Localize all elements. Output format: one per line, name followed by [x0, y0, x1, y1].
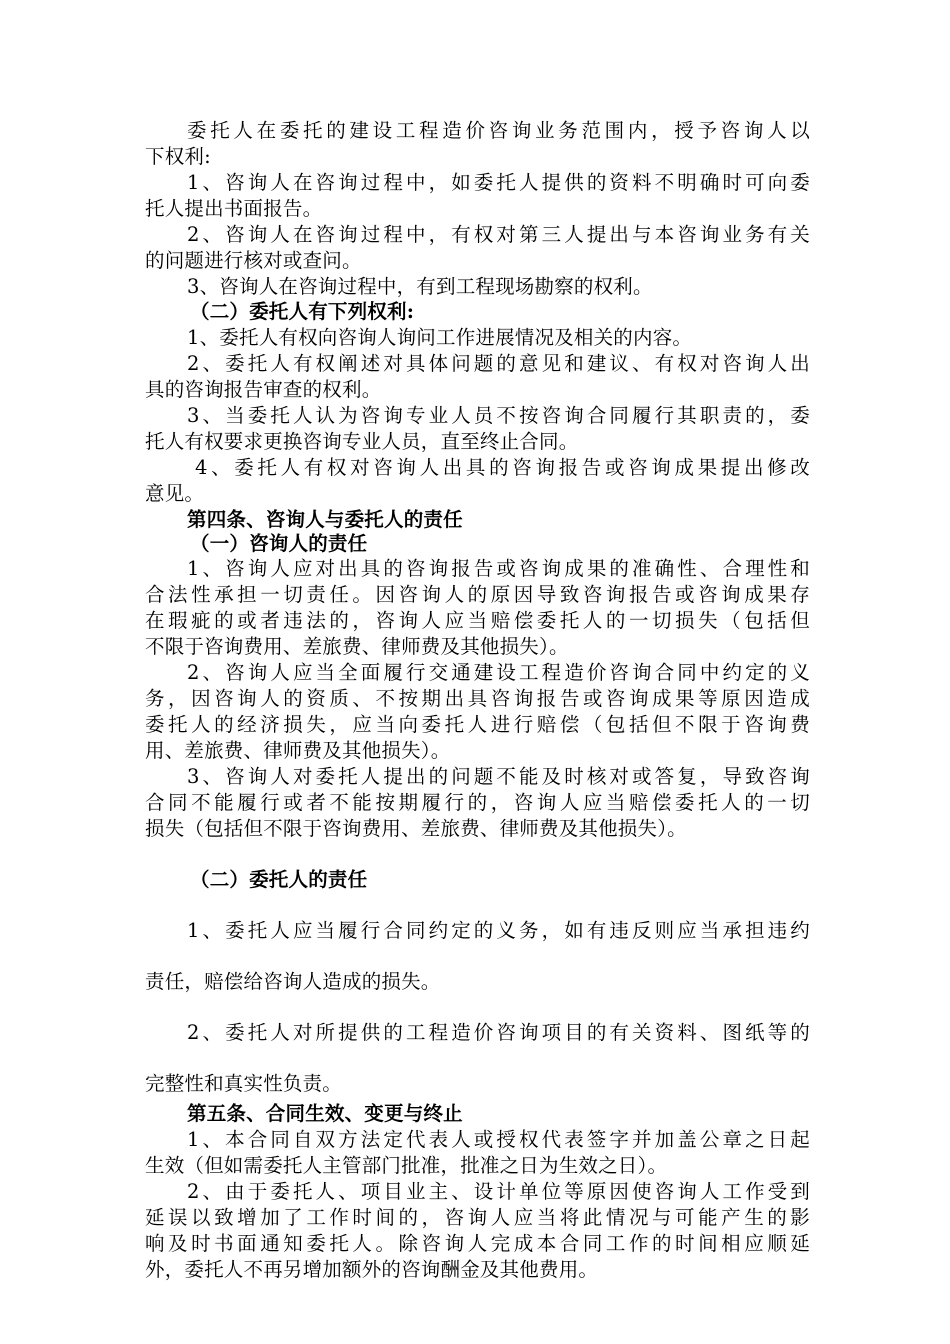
- paragraph-line: 2、委托人对所提供的工程造价咨询项目的有关资料、图纸等的: [187, 1021, 810, 1044]
- paragraph-line: 用、差旅费、律师费及其他损失）。: [145, 739, 451, 762]
- paragraph-line: 责任，赔偿给咨询人造成的损失。: [145, 970, 441, 993]
- paragraph-line: 的问题进行核对或查问。: [145, 249, 362, 272]
- paragraph-line: 务，因咨询人的资质、不按期出具咨询报告或咨询成果等原因造成: [145, 687, 810, 710]
- paragraph-line: 2、咨询人在咨询过程中，有权对第三人提出与本咨询业务有关: [187, 223, 810, 246]
- section-heading: （一）咨询人的责任: [190, 532, 368, 555]
- paragraph-line: 1、咨询人在咨询过程中，如委托人提供的资料不明确时可向委: [187, 171, 810, 194]
- paragraph-line: 托人提出书面报告。: [145, 197, 323, 220]
- paragraph-line: 响及时书面通知委托人。除咨询人完成本合同工作的时间相应顺延: [145, 1232, 810, 1255]
- paragraph-line: 1、咨询人应对出具的咨询报告或咨询成果的准确性、合理性和: [187, 557, 810, 580]
- paragraph-line: 托人有权要求更换咨询专业人员，直至终止合同。: [145, 430, 579, 453]
- article-heading: 第五条、合同生效、变更与终止: [187, 1102, 463, 1125]
- paragraph-line: 3、当委托人认为咨询专业人员不按咨询合同履行其职责的，委: [187, 404, 810, 427]
- paragraph-line: 4、委托人有权对咨询人出具的咨询报告或咨询成果提出修改: [195, 456, 810, 479]
- paragraph-line: 2、由于委托人、项目业主、设计单位等原因使咨询人工作受到: [187, 1180, 810, 1203]
- article-heading: 第四条、咨询人与委托人的责任: [187, 508, 463, 531]
- paragraph-line: 1、委托人有权向咨询人询问工作进展情况及相关的内容。: [187, 326, 693, 349]
- paragraph-line: 具的咨询报告审查的权利。: [145, 378, 382, 401]
- paragraph-line: 3、咨询人对委托人提出的问题不能及时核对或答复，导致咨询: [187, 765, 810, 788]
- paragraph-line: 不限于咨询费用、差旅费、律师费及其他损失）。: [145, 635, 569, 658]
- paragraph-line: 下权利:: [145, 145, 211, 168]
- paragraph-line: 生效（但如需委托人主管部门批准，批准之日为生效之日）。: [145, 1154, 668, 1177]
- paragraph-line: 损失（包括但不限于咨询费用、差旅费、律师费及其他损失）。: [145, 817, 687, 840]
- paragraph-line: 委托人在委托的建设工程造价咨询业务范围内，授予咨询人以: [187, 119, 810, 142]
- paragraph-line: 1、委托人应当履行合同约定的义务，如有违反则应当承担违约: [187, 919, 810, 942]
- paragraph-line: 合法性承担一切责任。因咨询人的原因导致咨询报告或咨询成果存: [145, 583, 810, 606]
- paragraph-line: 在瑕疵的或者违法的，咨询人应当赔偿委托人的一切损失（包括但: [145, 609, 810, 632]
- paragraph-line: 1、本合同自双方法定代表人或授权代表签字并加盖公章之日起: [187, 1128, 810, 1151]
- paragraph-line: 外，委托人不再另增加额外的咨询酬金及其他费用。: [145, 1258, 599, 1281]
- paragraph-line: 完整性和真实性负责。: [145, 1072, 343, 1095]
- paragraph-line: 合同不能履行或者不能按期履行的，咨询人应当赔偿委托人的一切: [145, 791, 810, 814]
- paragraph-line: 3、咨询人在咨询过程中，有到工程现场勘察的权利。: [187, 275, 653, 298]
- paragraph-line: 委托人的经济损失，应当向委托人进行赔偿（包括但不限于咨询费: [145, 713, 810, 736]
- paragraph-line: 2、委托人有权阐述对具体问题的意见和建议、有权对咨询人出: [187, 352, 810, 375]
- paragraph-line: 意见。: [145, 482, 205, 505]
- paragraph-line: 延误以致增加了工作时间的，咨询人应当将此情况与可能产生的影: [145, 1206, 810, 1229]
- section-heading: （二）委托人的责任: [190, 868, 368, 891]
- paragraph-line: 2、咨询人应当全面履行交通建设工程造价咨询合同中约定的义: [187, 661, 810, 684]
- section-heading: （二）委托人有下列权利:: [190, 300, 415, 323]
